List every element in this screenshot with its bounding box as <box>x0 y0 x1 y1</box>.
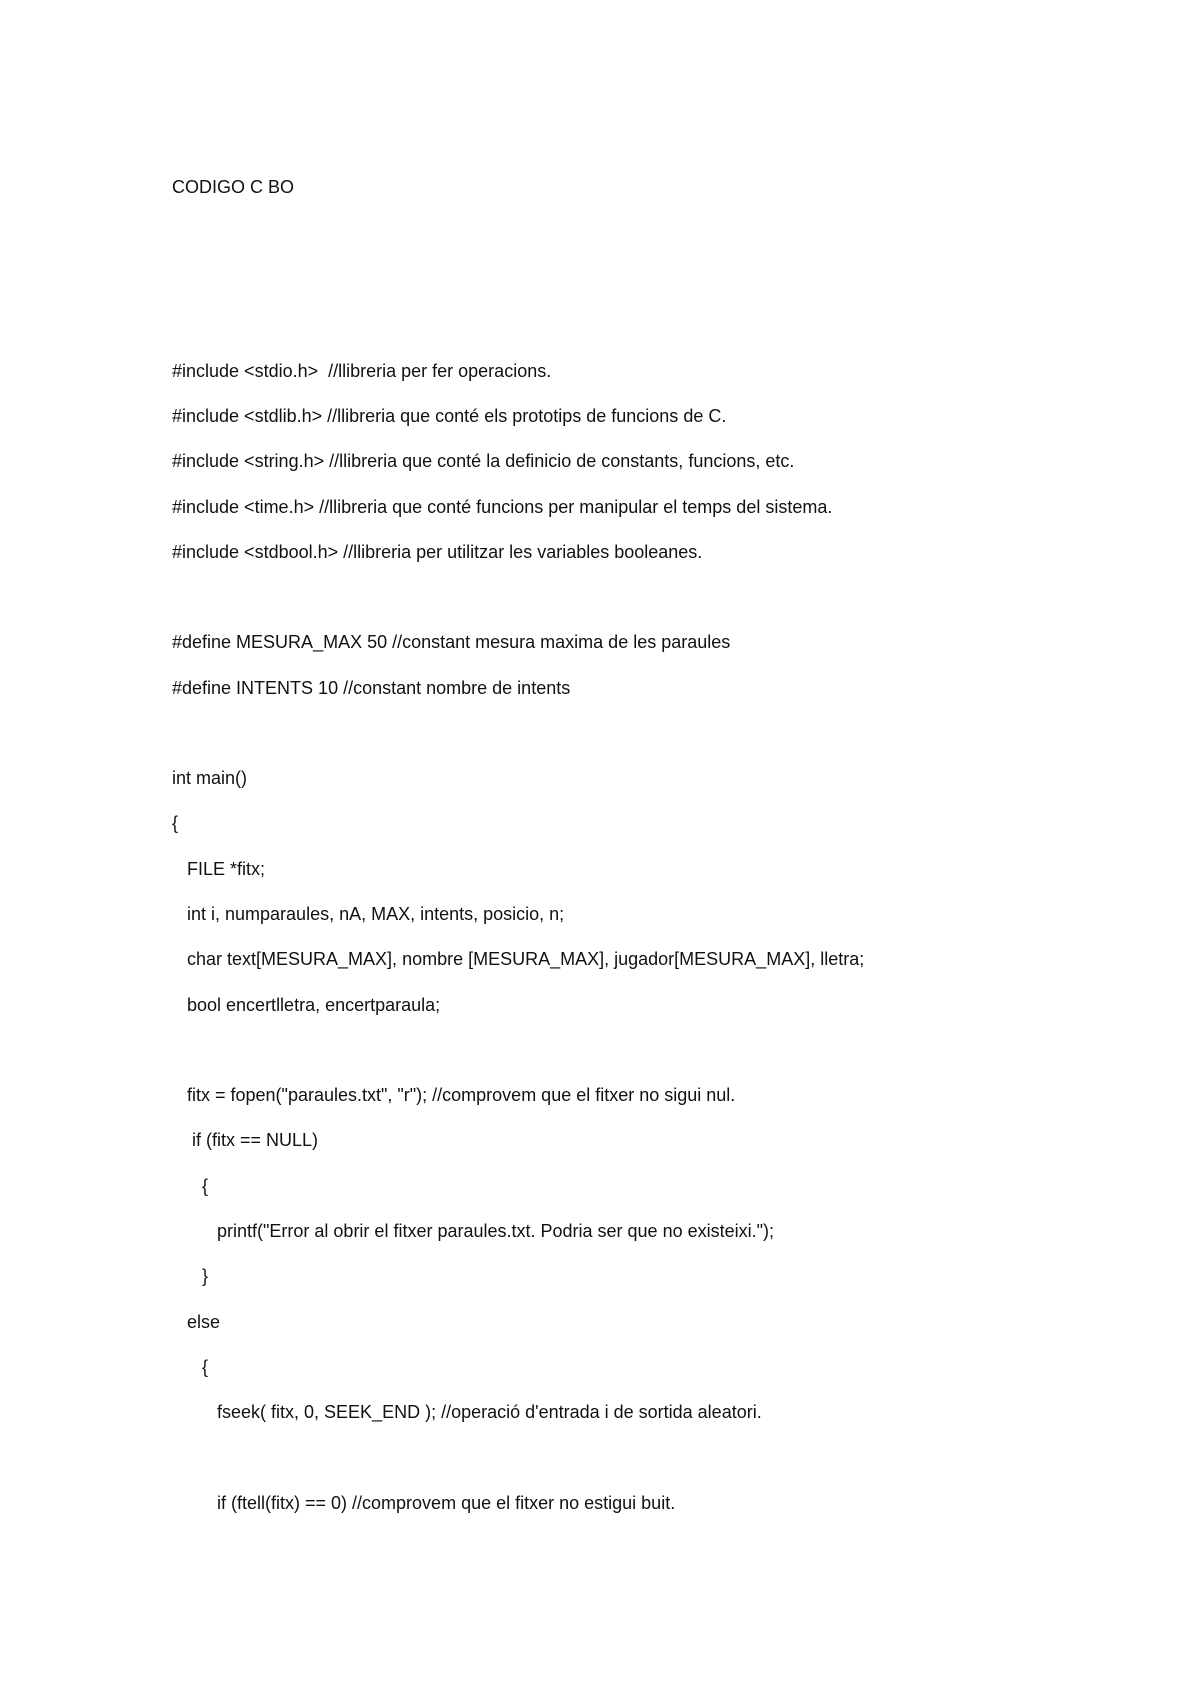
code-line: char text[MESURA_MAX], nombre [MESURA_MAX], jugador[MESURA_MAX], lletra; <box>172 949 865 969</box>
code-line: #define MESURA_MAX 50 //constant mesura maxima de les paraules <box>172 632 731 652</box>
code-line: int main() <box>172 768 248 788</box>
document-title: CODIGO C BO <box>172 177 295 197</box>
code-line: fitx = fopen("paraules.txt", "r"); //comprovem que el fitxer no sigui nul. <box>172 1085 736 1105</box>
code-line: printf("Error al obrir el fitxer paraules.txt. Podria ser que no existeixi."); <box>172 1221 774 1241</box>
code-line: #define INTENTS 10 //constant nombre de intents <box>172 678 571 698</box>
code-line: fseek( fitx, 0, SEEK_END ); //operació d'entrada i de sortida aleatori. <box>172 1402 762 1422</box>
code-line: int i, numparaules, nA, MAX, intents, posicio, n; <box>172 904 565 924</box>
code-line: if (fitx == NULL) <box>172 1130 319 1150</box>
code-line: else <box>172 1312 221 1332</box>
code-line: bool encertlletra, encertparaula; <box>172 995 441 1015</box>
code-line: #include <time.h> //llibreria que conté funcions per manipular el temps del sistema. <box>172 497 833 517</box>
code-line: #include <stdbool.h> //llibreria per utilitzar les variables booleanes. <box>172 542 703 562</box>
code-line: #include <stdio.h> //llibreria per fer operacions. <box>172 361 552 381</box>
code-line: #include <string.h> //llibreria que conté la definicio de constants, funcions, etc. <box>172 451 795 471</box>
code-line: if (ftell(fitx) == 0) //comprovem que el fitxer no estigui buit. <box>172 1493 676 1513</box>
code-line: } <box>172 1266 209 1286</box>
code-line: FILE *fitx; <box>172 859 266 879</box>
code-line: { <box>172 813 179 833</box>
code-line: { <box>172 1176 209 1196</box>
code-line: #include <stdlib.h> //llibreria que conté els prototips de funcions de C. <box>172 406 727 426</box>
code-line: { <box>172 1357 209 1377</box>
